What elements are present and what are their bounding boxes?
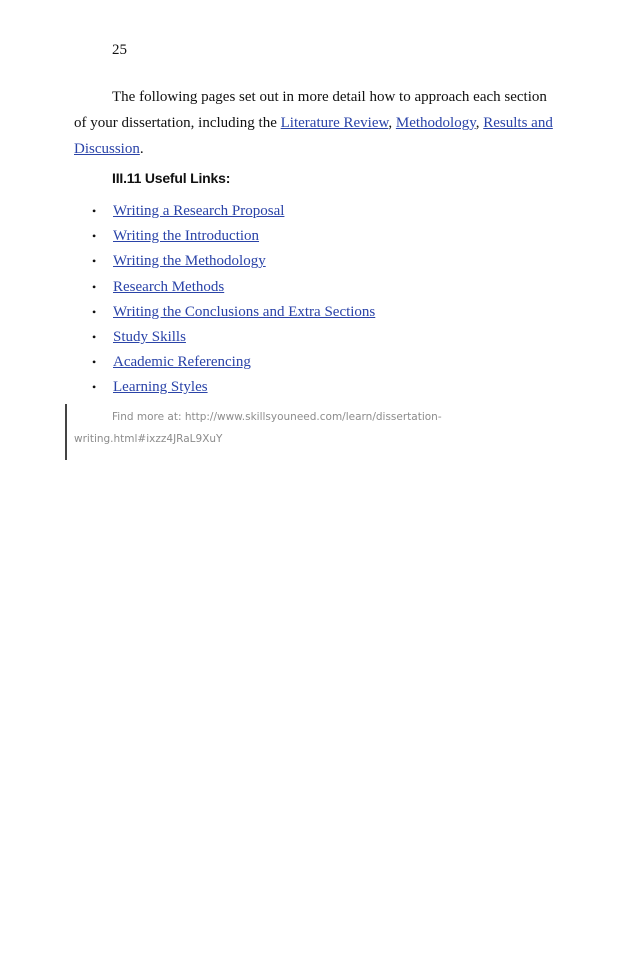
list-item [92, 275, 375, 300]
list-item [92, 325, 375, 350]
introduction-link[interactable]: Writing the Introduction [113, 228, 260, 245]
bullet-icon: • [92, 304, 97, 319]
useful-links-list [92, 199, 375, 401]
intro-separator: , [388, 115, 396, 131]
source-link-text[interactable]: Find more at: http://www.skillsyouneed.com/learn/dissertation-writing.html#ixzz4JRaL9XuY [74, 411, 442, 445]
list-item [92, 224, 375, 249]
list-item [92, 249, 375, 274]
intro-text: The following pages set out in more detail how to approach each section of your dissertation, including the [74, 89, 547, 131]
intro-paragraph [74, 84, 562, 162]
list-item [92, 350, 375, 375]
bullet-icon: • [92, 329, 97, 344]
bullet-icon: • [92, 355, 97, 370]
list-item [92, 300, 375, 325]
research-proposal-link[interactable]: Writing a Research Proposal [113, 203, 285, 219]
bullet-icon: • [92, 254, 97, 269]
list-item [92, 199, 375, 224]
learning-styles-link[interactable]: Learning Styles [113, 379, 208, 396]
conclusions-link[interactable]: Writing the Conclusions and Extra Sections [113, 303, 376, 320]
intro-end: . [139, 141, 144, 157]
list-item [92, 375, 375, 400]
research-methods-link[interactable]: Research Methods [113, 278, 225, 295]
bullet-icon: • [92, 380, 97, 395]
bullet-icon: • [92, 204, 97, 218]
intro-separator: , [475, 115, 484, 131]
study-skills-link[interactable]: Study Skills [113, 328, 186, 345]
methodology-link[interactable]: Methodology [395, 115, 476, 131]
page-number: 25 [112, 42, 127, 58]
bullet-icon: • [92, 279, 97, 294]
section-heading: III.11 Useful Links: [112, 170, 231, 186]
source-quote-bar [65, 404, 67, 460]
literature-review-link[interactable]: Literature Review [280, 115, 389, 131]
results-and-discussion-link[interactable]: Results and Discussion [74, 115, 553, 157]
writing-methodology-link[interactable]: Writing the Methodology [113, 253, 266, 270]
bullet-icon: • [92, 229, 97, 244]
academic-referencing-link[interactable]: Academic Referencing [113, 354, 251, 371]
